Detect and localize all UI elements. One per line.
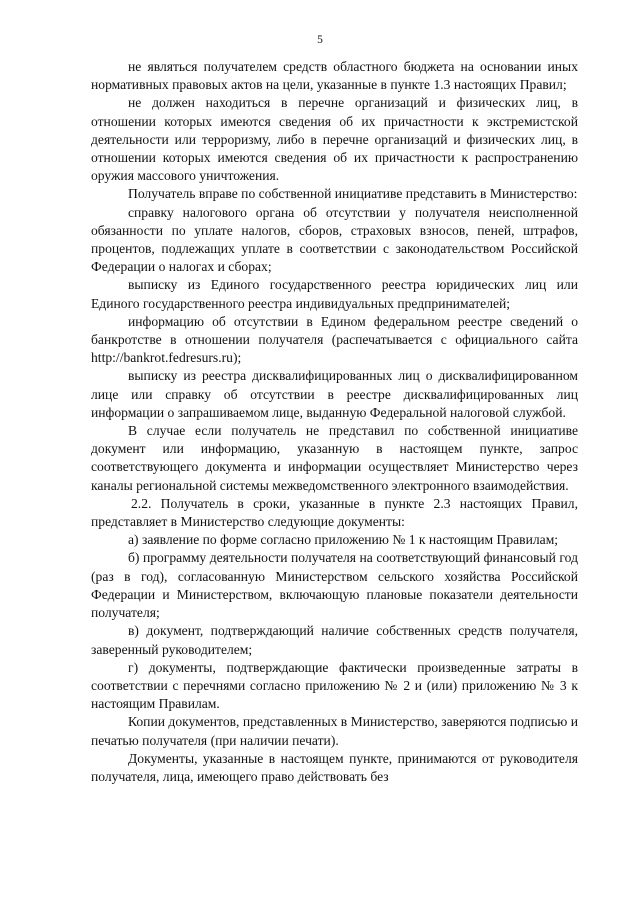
paragraph: В случае если получатель не представил по собственной инициативе документ или информацию, указанную в настоящем пункте, запрос соответствующего документа и информации осуществляет Министерство через каналы региональной системы межведомственного электронного взаимодействия. bbox=[91, 423, 578, 493]
document-body bbox=[91, 58, 578, 786]
paragraph: не должен находиться в перечне организаций и физических лиц, в отношении которых имеются сведения об их причастности к экстремистской деятельности или терроризму, либо в перечне организаций и физических лиц, в отношении которых имеются сведения об их причастности к распространению оружия массового уничтожения. bbox=[91, 95, 578, 184]
paragraph: Копии документов, представленных в Министерство, заверяются подписью и печатью получателя (при наличии печати). bbox=[91, 714, 579, 748]
paragraph: в) документ, подтверждающий наличие собственных средств получателя, заверенный руководителем; bbox=[91, 623, 578, 657]
paragraph: справку налогового органа об отсутствии у получателя неисполненной обязанности по уплате налогов, сборов, страховых взносов, пеней, штрафов, процентов, подлежащих уплате в соответствии с законодательством Российской Федерации о налогах и сборах; bbox=[91, 204, 578, 275]
paragraph: Документы, указанные в настоящем пункте, принимаются от руководителя получателя, лица, имеющего право действовать без bbox=[91, 750, 578, 784]
paragraph: выписку из реестра дисквалифицированных лиц о дисквалифицированном лице или справку об отсутствии в реестре дисквалифицированных лиц информации о запрашиваемом лице, выданную Федеральной налоговой службой. bbox=[91, 368, 578, 420]
paragraph: г) документы, подтверждающие фактически произведенные затраты в соответствии с перечнями согласно приложению № 2 и (или) приложению № 3 к настоящим Правилам. bbox=[91, 659, 578, 712]
paragraph: не являться получателем средств областного бюджета на основании иных нормативных правовых актов на цели, указанные в пункте 1.3 настоящих Правил; bbox=[91, 59, 578, 93]
paragraph: а) заявление по форме согласно приложению № 1 к настоящим Правилам; bbox=[128, 532, 559, 548]
paragraph: Получатель вправе по собственной инициативе представить в Министерство: bbox=[128, 186, 578, 202]
paragraph: 2.2. Получатель в сроки, указанные в пункте 2.3 настоящих Правил, представляет в Министерство следующие документы: bbox=[91, 495, 578, 530]
paragraph: б) программу деятельности получателя на соответствующий финансовый год (раз в год), согласованную Министерством сельского хозяйства Российской Федерации и Министерством, включающую плановые показатели деятельности получателя; bbox=[91, 550, 578, 621]
paragraph: информацию об отсутствии в Едином федеральном реестре сведений о банкротстве в отношении получателя (распечатывается с официального сайта http://bankrot.fedresurs.ru); bbox=[91, 313, 578, 366]
page-number: 5 bbox=[317, 34, 323, 46]
paragraph: выписку из Единого государственного реестра юридических лиц или Единого государственного реестра индивидуальных предпринимателей; bbox=[91, 277, 578, 311]
